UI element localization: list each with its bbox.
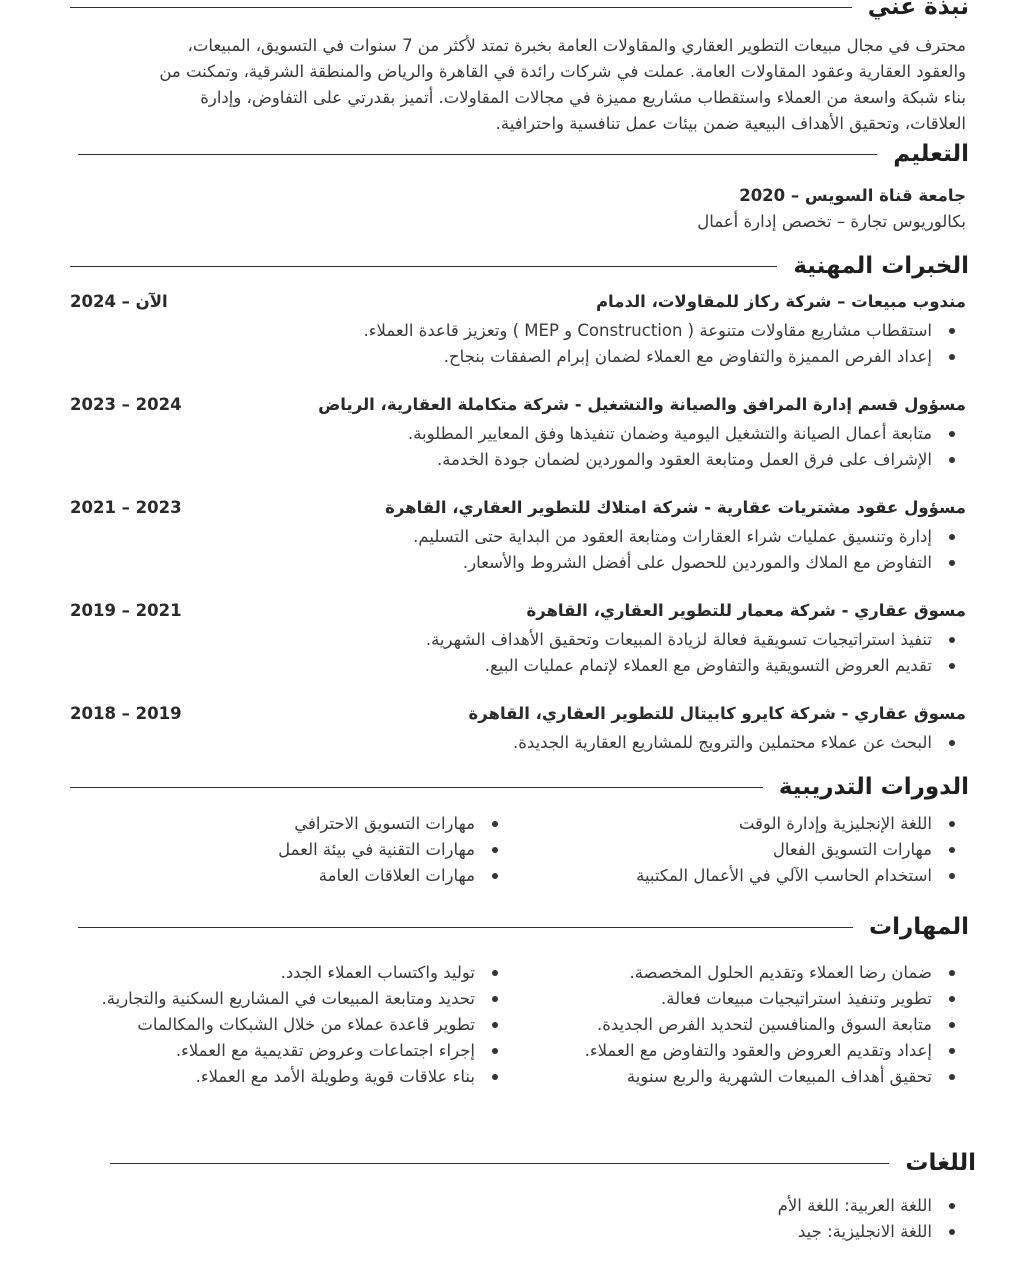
skill-item: تحقيق أهداف المبيعات الشهرية والربع سنوية [536, 1064, 966, 1090]
job-period: 2021 – 2023 [70, 498, 182, 517]
section-divider [70, 7, 852, 8]
skills-list-left [29, 960, 509, 1090]
job-title: مسؤول عقود مشتريات عقارية - شركة امتلاك للتطوير العقاري، القاهرة [385, 498, 966, 517]
education-heading-row [78, 141, 969, 167]
about-line: العلاقات، وتحقيق الأهداف البيعية ضمن بيئات عمل تنافسية واحترافية. [495, 114, 966, 133]
course-item: اللغة الإنجليزية وإدارة الوقت [536, 811, 966, 837]
job-title: مسوق عقاري - شركة معمار للتطوير العقاري، القاهرة [526, 601, 966, 620]
education-school: جامعة قناة السويس – 2020 [739, 186, 966, 205]
job-bullet: إعداد الفرص المميزة والتفاوض مع العملاء لضمان إبرام الصفقات بنجاح. [70, 344, 966, 370]
education-degree: بكالوريوس تجارة – تخصص إدارة أعمال [697, 212, 966, 231]
skill-item: ضمان رضا العملاء وتقديم الحلول المخصصة. [536, 960, 966, 986]
courses-list-right [536, 811, 966, 889]
course-item: مهارات التسويق الفعال [536, 837, 966, 863]
job-entry [70, 498, 966, 576]
skill-item: إجراء اجتماعات وعروض تقديمية مع العملاء. [29, 1038, 509, 1064]
skills-list-right [536, 960, 966, 1090]
section-divider [78, 154, 877, 155]
skills-heading: المهارات [869, 914, 969, 940]
experience-heading: الخبرات المهنية [793, 253, 969, 279]
language-item: اللغة العربية: اللغة الأم [536, 1193, 966, 1219]
courses-heading: الدورات التدريبية [778, 774, 969, 800]
experience-heading-row [70, 253, 969, 279]
job-period: 2024 – الآن [70, 292, 168, 311]
about-heading-row [70, 0, 969, 20]
course-item: مهارات العلاقات العامة [79, 863, 509, 889]
courses-heading-row [70, 774, 969, 800]
course-item: مهارات التسويق الاحترافي [79, 811, 509, 837]
job-title: مسؤول قسم إدارة المرافق والصيانة والتشغيل - شركة متكاملة العقارية، الرياض [318, 395, 966, 414]
skill-item: بناء علاقات قوية وطويلة الأمد مع العملاء. [29, 1064, 509, 1090]
job-bullet: التفاوض مع الملاك والموردين للحصول على أفضل الشروط والأسعار. [70, 550, 966, 576]
course-item: استخدام الحاسب الآلي في الأعمال المكتبية [536, 863, 966, 889]
job-title: مندوب مبيعات – شركة ركاز للمقاولات، الدمام [595, 292, 966, 311]
skills-heading-row [78, 914, 969, 940]
about-line: بناء شبكة واسعة من العملاء واستقطاب مشاريع مميزة في مجالات المقاولات. أتميز بقدرتي على التفاوض، وإدارة [200, 88, 966, 107]
job-bullet: إدارة وتنسيق عمليات شراء العقارات ومتابعة العقود من البداية حتى التسليم. [70, 524, 966, 550]
skill-item: متابعة السوق والمنافسين لتحديد الفرص الجديدة. [536, 1012, 966, 1038]
skill-item: توليد واكتساب العملاء الجدد. [29, 960, 509, 986]
section-divider [70, 787, 763, 788]
about-heading: نبذة عني [867, 0, 969, 20]
about-line: محترف في مجال مبيعات التطوير العقاري والمقاولات العامة بخبرة تمتد لأكثر من 7 سنوات في التسويق، المبيعات، [187, 36, 966, 55]
job-bullet: استقطاب مشاريع مقاولات متنوعة ( Construction و MEP ) وتعزيز قاعدة العملاء. [70, 318, 966, 344]
skill-item: تطوير وتنفيذ استراتيجيات مبيعات فعالة. [536, 986, 966, 1012]
skill-item: تحديد ومتابعة المبيعات في المشاريع السكنية والتجارية. [29, 986, 509, 1012]
section-divider [78, 927, 853, 928]
about-line: والعقود العقارية وعقود المقاولات العامة. عملت في شركات رائدة في القاهرة والرياض والمنطقة الشرقية، وتمكنت من [159, 62, 966, 81]
section-divider [70, 266, 777, 267]
skill-item: تطوير قاعدة عملاء من خلال الشبكات والمكالمات [29, 1012, 509, 1038]
languages-list [536, 1193, 966, 1245]
job-period: 2018 – 2019 [70, 704, 182, 723]
education-heading: التعليم [893, 141, 969, 167]
section-divider [110, 1163, 889, 1164]
job-entry [70, 395, 966, 473]
job-bullet: متابعة أعمال الصيانة والتشغيل اليومية وضمان تنفيذها وفق المعايير المطلوبة. [70, 421, 966, 447]
job-bullet: الإشراف على فرق العمل ومتابعة العقود والموردين لضمان جودة الخدمة. [70, 447, 966, 473]
job-period: 2019 – 2021 [70, 601, 182, 620]
about-paragraph [36, 33, 966, 137]
job-bullet: تقديم العروض التسويقية والتفاوض مع العملاء لإتمام عمليات البيع. [70, 653, 966, 679]
job-entry [70, 704, 966, 756]
job-period: 2023 – 2024 [70, 395, 182, 414]
course-item: مهارات التقنية في بيئة العمل [79, 837, 509, 863]
job-title: مسوق عقاري - شركة كايرو كابيتال للتطوير العقاري، القاهرة [468, 704, 966, 723]
language-item: اللغة الانجليزية: جيد [536, 1219, 966, 1245]
languages-heading-row [110, 1150, 976, 1176]
courses-list-left [79, 811, 509, 889]
skill-item: إعداد وتقديم العروض والعقود والتفاوض مع العملاء. [536, 1038, 966, 1064]
job-entry [70, 601, 966, 679]
job-entry [70, 292, 966, 370]
job-bullet: تنفيذ استراتيجيات تسويقية فعالة لزيادة المبيعات وتحقيق الأهداف الشهرية. [70, 627, 966, 653]
job-bullet: البحث عن عملاء محتملين والترويج للمشاريع العقارية الجديدة. [70, 730, 966, 756]
languages-heading: اللغات [905, 1150, 976, 1176]
